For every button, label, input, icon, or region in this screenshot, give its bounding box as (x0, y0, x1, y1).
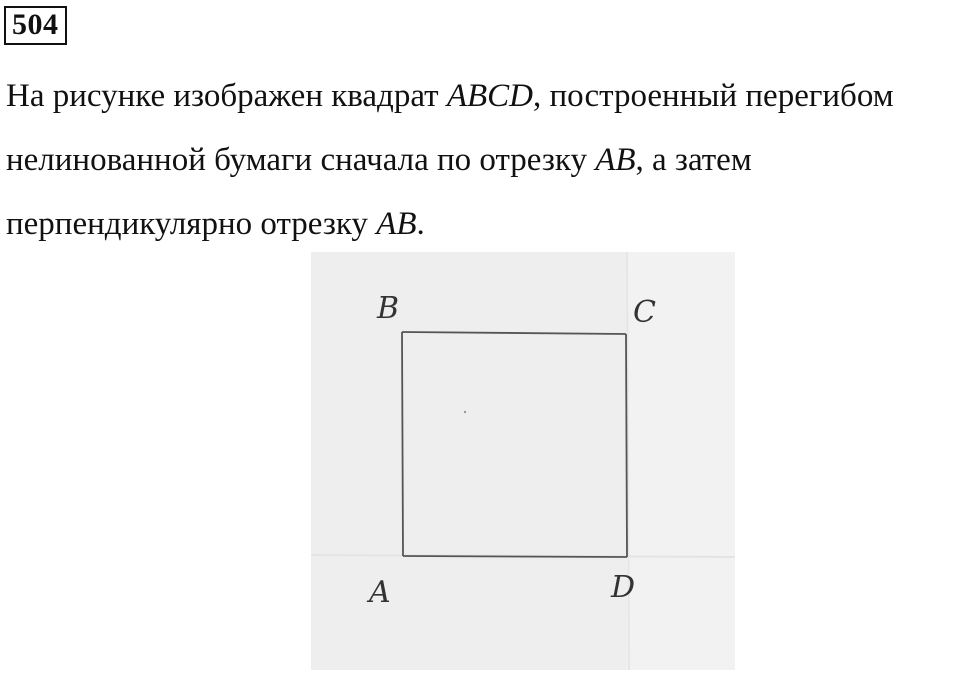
problem-text (6, 64, 958, 256)
vertex-label-d: D (611, 570, 636, 605)
side-cd (626, 334, 627, 557)
square-drawing (311, 252, 735, 670)
side-ab (402, 332, 403, 556)
side-da (403, 556, 627, 557)
math-abcd: ABCD (446, 78, 533, 114)
problem-line-3: перпендикулярно отрезку AB. (6, 206, 425, 242)
math-ab: AB (376, 206, 417, 242)
pencil-dot (464, 411, 466, 413)
vertex-label-a: A (369, 575, 391, 610)
problem-line-2: нелинованной бумаги сначала по отрезку AB, а затем (6, 142, 752, 178)
vertex-label-c: C (633, 295, 656, 330)
vertex-label-b: B (377, 291, 400, 326)
math-ab: AB (595, 142, 636, 178)
problem-number: 504 (4, 6, 67, 45)
square-figure-photo (311, 252, 735, 670)
problem-line-1: На рисунке изображен квадрат ABCD, построенный перегибом (6, 78, 894, 114)
